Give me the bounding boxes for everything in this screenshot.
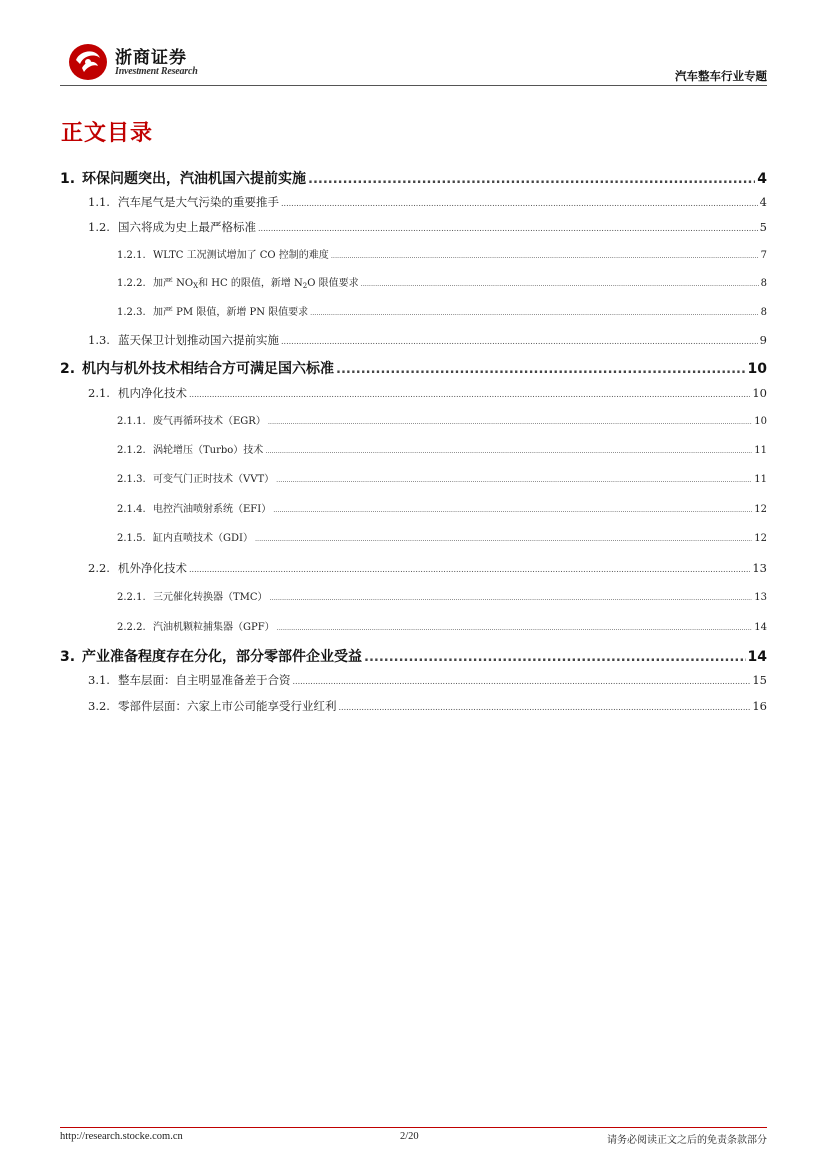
- toc-entry-text: 汽油机颗粒捕集器（GPF）: [153, 622, 275, 633]
- toc-leader: [270, 594, 753, 602]
- toc-entry[interactable]: 1.2. 国六将成为史上最严格标准 ..... 5: [88, 219, 767, 235]
- toc-leader: [277, 624, 753, 632]
- toc-entry-text: WLTC 工况测试增加了 CO 控制的难度: [153, 250, 329, 261]
- toc-page: 10: [747, 361, 767, 377]
- toc-leader: [331, 252, 759, 260]
- toc-entry[interactable]: 2. 机内与机外技术相结合方可满足国六标准 ..... 10: [60, 358, 767, 378]
- report-type: 汽车整车行业专题: [675, 69, 767, 83]
- toc-entry-text: 产业准备程度存在分化，部分零部件企业受益: [82, 649, 362, 665]
- toc-page: 12: [754, 533, 767, 544]
- toc-entry-text: 电控汽油喷射系统（EFI）: [153, 504, 272, 515]
- toc-entry[interactable]: 2.1.1. 废气再循环技术（EGR） ..... 10: [117, 412, 767, 427]
- toc-page: 7: [760, 250, 767, 261]
- toc-leader: [336, 362, 746, 377]
- toc-page: 8: [760, 278, 767, 289]
- toc-leader: [339, 703, 751, 712]
- toc-page: 14: [754, 622, 767, 633]
- toc-entry[interactable]: 2.2.1. 三元催化转换器（TMC） ..... 13: [117, 588, 767, 603]
- toc-leader: [281, 337, 758, 346]
- footer-disclaimer-note: 请务必阅读正文之后的免责条款部分: [607, 1135, 767, 1146]
- toc-leader: [268, 418, 752, 426]
- header-rule: [60, 85, 767, 86]
- toc-entry[interactable]: 2.1.2. 涡轮增压（Turbo）技术 ..... 11: [117, 441, 767, 456]
- toc-page: 11: [754, 445, 767, 456]
- toc-entry[interactable]: 2.1.5. 缸内直喷技术（GDI） ..... 12: [117, 529, 767, 544]
- toc-entry[interactable]: 2.2.2. 汽油机颗粒捕集器（GPF） ..... 14: [117, 618, 767, 633]
- toc-entry-text: 机内净化技术: [118, 386, 187, 400]
- toc-page: 5: [759, 220, 767, 234]
- toc-leader: [281, 199, 758, 208]
- toc-entry-text: 缸内直喷技术（GDI）: [153, 533, 253, 544]
- toc-entry-text: 废气再循环技术（EGR）: [153, 416, 266, 427]
- toc-leader: [258, 224, 758, 233]
- toc-entry-text: 国六将成为史上最严格标准: [118, 220, 256, 234]
- toc-entry-text: 整车层面：自主明显准备差于合资: [118, 673, 291, 687]
- toc-entry-text: 加严 $NO_X$和 HC 的限值，新增 $N_2O$ 限值要求: [153, 278, 359, 290]
- toc-entry-text: 汽车尾气是大气污染的重要推手: [118, 195, 279, 209]
- toc-page: 16: [752, 699, 767, 713]
- toc-entry[interactable]: 3.2. 零部件层面：六家上市公司能享受行业红利 ..... 16: [88, 698, 767, 714]
- toc-entry-text: 可变气门正时技术（VVT）: [153, 474, 275, 485]
- toc-entry-text: 机外净化技术: [118, 561, 187, 575]
- toc-entry-text: 蓝天保卫计划推动国六提前实施: [118, 333, 279, 347]
- toc-page: 11: [754, 474, 767, 485]
- toc-entry[interactable]: 2.1. 机内净化技术 ..... 10: [88, 385, 767, 401]
- toc-page: 13: [752, 561, 767, 575]
- toc-entry[interactable]: 1.3. 蓝天保卫计划推动国六提前实施 ..... 9: [88, 332, 767, 348]
- toc-leader: [361, 280, 759, 288]
- toc-leader: [293, 677, 751, 686]
- toc-page: 12: [754, 504, 767, 515]
- toc-leader: [276, 476, 752, 484]
- toc-leader: [189, 390, 750, 399]
- toc-entry[interactable]: 3. 产业准备程度存在分化，部分零部件企业受益 ..... 14: [60, 646, 767, 666]
- toc-leader: [265, 447, 752, 455]
- toc-entry[interactable]: 1.2.2. 加严 $NO_X$和 HC 的限值，新增 $N_2O$ 限值要求 ..... 8: [117, 274, 767, 290]
- toc-entry[interactable]: 1.2.3. 加严 PM 限值，新增 PN 限值要求 ..... 8: [117, 303, 767, 318]
- toc-page: 4: [759, 195, 767, 209]
- toc-page: 15: [752, 673, 767, 687]
- toc-entry[interactable]: 1.2.1. WLTC 工况测试增加了 CO 控制的难度 ..... 7: [117, 246, 767, 261]
- toc-page: 8: [760, 307, 767, 318]
- toc-page: 10: [754, 416, 767, 427]
- toc-entry[interactable]: 1. 环保问题突出，汽油机国六提前实施 ..... 4: [60, 168, 767, 188]
- toc-title: 正文目录: [61, 121, 154, 146]
- toc-entry[interactable]: 1.1. 汽车尾气是大气污染的重要推手 ..... 4: [88, 194, 767, 210]
- toc-page: 4: [757, 171, 767, 187]
- footer-url-link[interactable]: http://research.stocke.com.cn: [60, 1131, 183, 1142]
- toc-entry[interactable]: 2.1.4. 电控汽油喷射系统（EFI） ..... 12: [117, 500, 767, 515]
- toc-entry-text: 加严 PM 限值，新增 PN 限值要求: [153, 307, 309, 318]
- toc-page: 14: [747, 649, 767, 665]
- toc-leader: [255, 535, 752, 543]
- toc-page: 9: [759, 333, 767, 347]
- brand-name: 浙商证券: [115, 48, 187, 68]
- toc-entry-text: 零部件层面：六家上市公司能享受行业红利: [118, 699, 337, 713]
- toc-entry-text: 环保问题突出，汽油机国六提前实施: [82, 171, 306, 187]
- zheshang-logo-icon: [66, 40, 110, 84]
- toc-entry-text: 机内与机外技术相结合方可满足国六标准: [82, 361, 334, 377]
- footer-page-number: 2/20: [400, 1131, 419, 1142]
- toc-entry[interactable]: 2.1.3. 可变气门正时技术（VVT） ..... 11: [117, 470, 767, 485]
- toc-leader: [310, 309, 758, 317]
- toc-entry[interactable]: 2.2. 机外净化技术 ..... 13: [88, 560, 767, 576]
- page-header: [60, 38, 767, 88]
- brand-subtitle: Investment Research: [115, 66, 198, 77]
- toc-page: 13: [754, 592, 767, 603]
- toc-page: 10: [752, 386, 767, 400]
- toc-leader: [364, 650, 746, 665]
- toc-entry-text: 涡轮增压（Turbo）技术: [153, 445, 264, 456]
- footer-rule: [60, 1127, 767, 1128]
- toc-entry-text: 三元催化转换器（TMC）: [153, 592, 268, 603]
- toc-leader: [189, 565, 750, 574]
- toc-entry[interactable]: 3.1. 整车层面：自主明显准备差于合资 ..... 15: [88, 672, 767, 688]
- toc-leader: [273, 506, 752, 514]
- toc-leader: [308, 172, 755, 187]
